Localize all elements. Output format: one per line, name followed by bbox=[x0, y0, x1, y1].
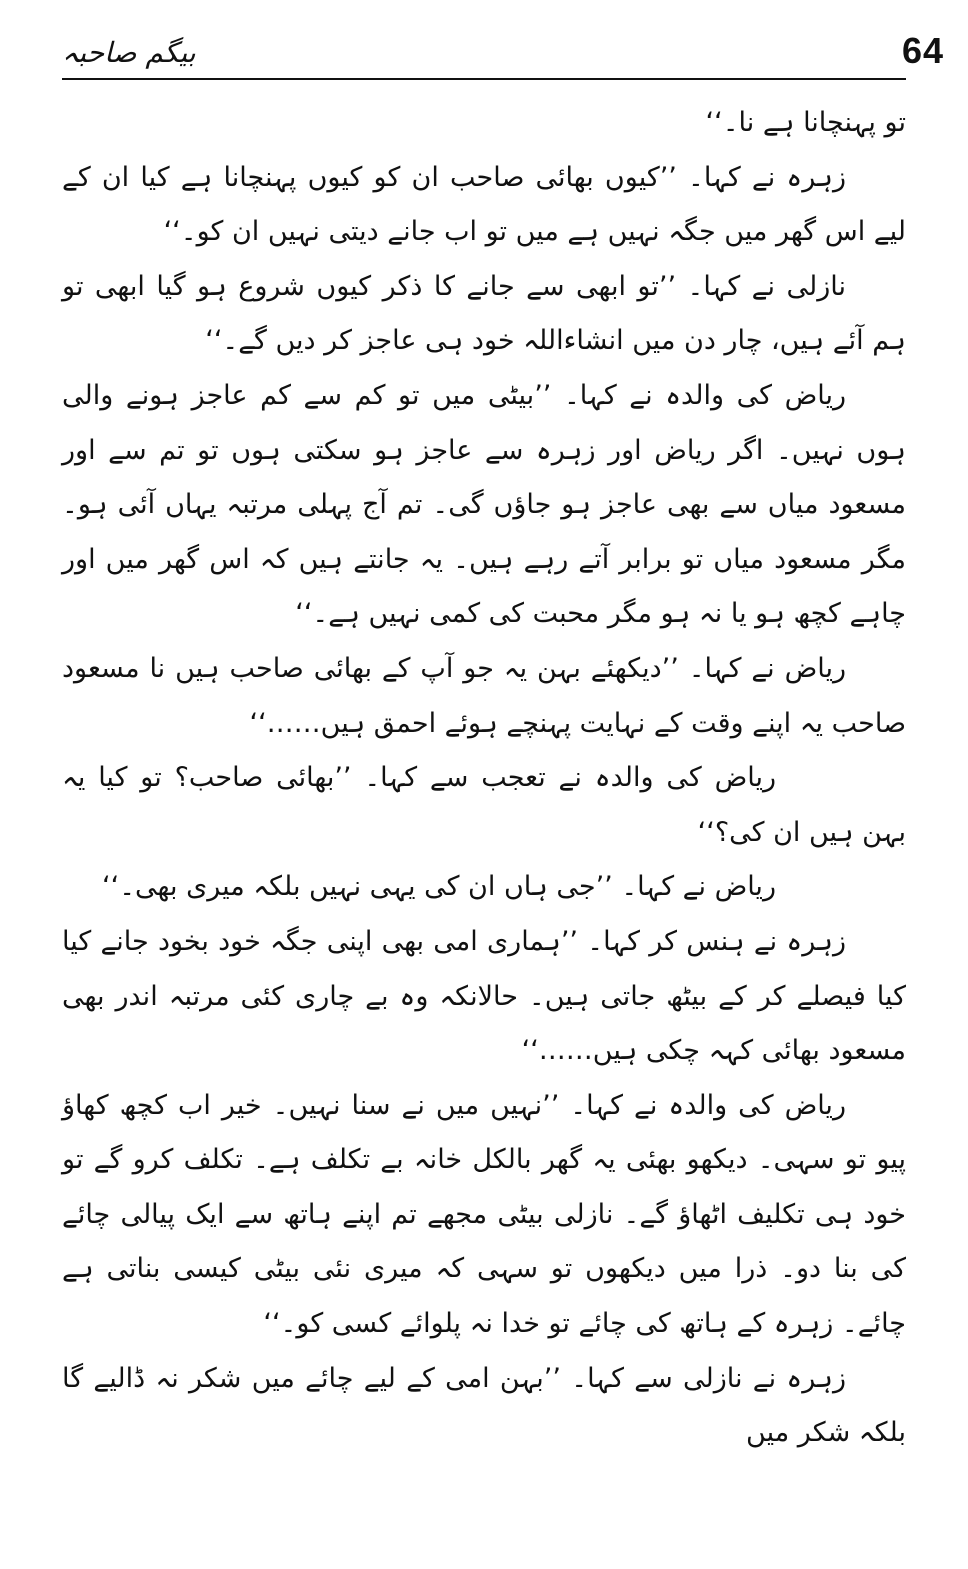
paragraph-3: نازلی نے کہا۔ ’’تو ابھی سے جانے کا ذکر کیوں شروع ہو گیا ابھی تو ہم آئے ہیں، چار دن میں انشاءاللہ خود ہی عاجز کر دیں گے۔‘‘ bbox=[62, 270, 906, 357]
paragraph-2: زہرہ نے کہا۔ ’’کیوں بھائی صاحب ان کو کیوں پہنچانا ہے کیا ان کے لیے اس گھر میں جگہ نہیں ہے میں تو اب جانے دیتی نہیں ان کو۔‘‘ bbox=[62, 161, 906, 248]
paragraph-7: ریاض نے کہا۔ ’’جی ہاں ان کی یہی نہیں بلکہ میری بھی۔‘‘ bbox=[102, 871, 776, 903]
page-number: 64 bbox=[902, 30, 945, 71]
paragraph-8: زہرہ نے ہنس کر کہا۔ ’’ہماری امی بھی اپنی جگہ خود بخود جانے کیا کیا فیصلے کر کے بیٹھ جاتی ہیں۔ حالانکہ وہ بے چاری کئی مرتبہ اندر بھی مسعود بھائی کہہ چکی ہیں……‘‘ bbox=[62, 925, 906, 1067]
paragraph-4: ریاض کی والدہ نے کہا۔ ’’بیٹی میں تو کم سے کم عاجز ہونے والی ہوں نہیں۔ اگر ریاض اور زہرہ سے عاجز ہو سکتی ہوں تو تم سے اور مسعود میاں سے بھی عاجز ہو جاؤں گی۔ تم آج پہلی مرتبہ یہاں آئی ہو۔ مگر مسعود میاں تو برابر آتے رہے ہیں۔ یہ جانتے ہیں کہ اس گھر میں اور چاہے کچھ ہو یا نہ ہو مگر محبت کی کمی نہیں ہے۔‘‘ bbox=[62, 379, 906, 630]
paragraph-5: ریاض نے کہا۔ ’’دیکھئے بہن یہ جو آپ کے بھائی صاحب ہیں نا مسعود صاحب یہ اپنے وقت کے نہایت پہنچے ہوئے احمق ہیں……‘‘ bbox=[62, 652, 906, 739]
page-header bbox=[62, 22, 945, 86]
paragraph-6: ریاض کی والدہ نے تعجب سے کہا۔ ’’بھائی صاحب؟ تو کیا یہ بہن ہیں ان کی؟‘‘ bbox=[62, 762, 906, 848]
running-title: بیگم صاحبہ bbox=[62, 36, 196, 69]
paragraph-10: زہرہ نے نازلی سے کہا۔ ’’بہن امی کے لیے چائے میں شکر نہ ڈالیے گا بلکہ شکر میں bbox=[62, 1362, 906, 1449]
header-divider bbox=[62, 78, 906, 80]
body-text bbox=[62, 96, 906, 1461]
paragraph-9: ریاض کی والدہ نے کہا۔ ’’نہیں میں نے سنا نہیں۔ خیر اب کچھ کھاؤ پیو تو سہی۔ دیکھو بھئی یہ گھر بالکل خانہ بے تکلف ہے۔ تکلف کرو گے تو خود ہی تکلیف اٹھاؤ گے۔ نازلی بیٹی مجھے تم اپنے ہاتھ سے ایک پیالی چائے کی بنا دو۔ ذرا میں دیکھوں تو سہی کہ میری نئی بیٹی کیسی بناتی ہے چائے۔ زہرہ کے ہاتھ کی چائے تو خدا نہ پلوائے کسی کو۔‘‘ bbox=[62, 1089, 906, 1340]
paragraph-1: تو پہنچانا ہے نا۔‘‘ bbox=[705, 107, 906, 138]
